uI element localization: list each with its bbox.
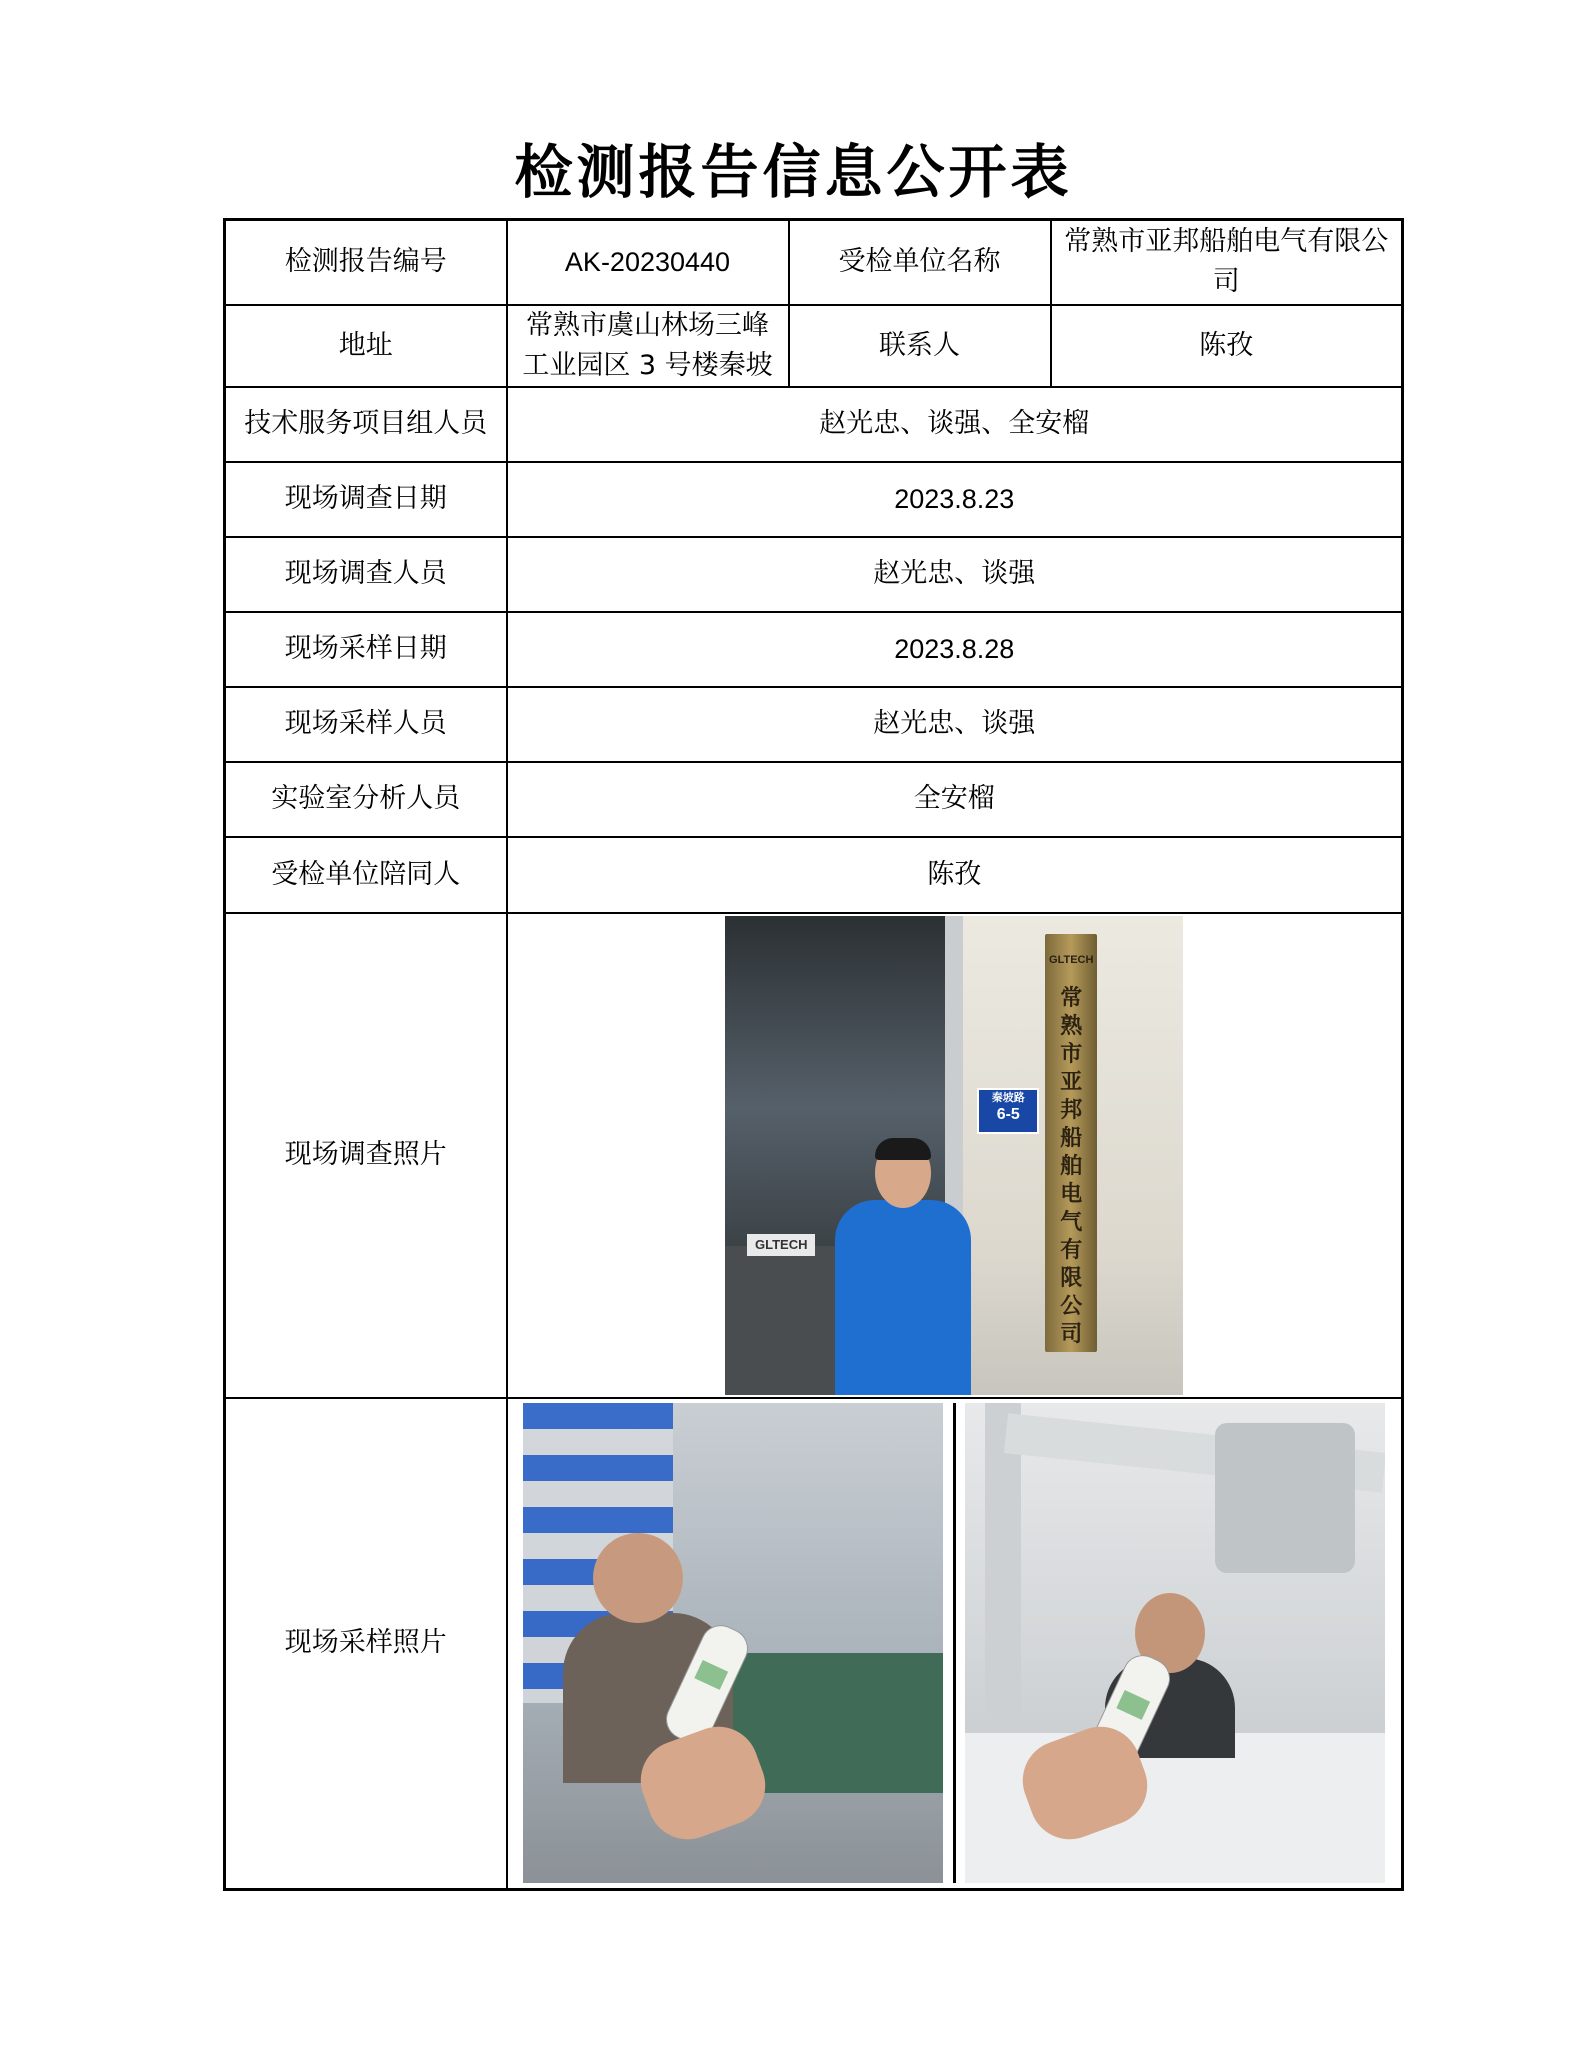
lab-staff-value: 全安榴 (507, 762, 1403, 837)
door-plate-street: 秦坡路 (991, 1091, 1025, 1104)
table-row (225, 305, 1403, 387)
table-row (225, 537, 1403, 612)
sampling-date-label: 现场采样日期 (225, 612, 507, 687)
escort-label: 受检单位陪同人 (225, 837, 507, 913)
table-row (225, 220, 1403, 305)
survey-photo (725, 916, 1183, 1395)
report-no-value: AK-20230440 (507, 220, 789, 305)
team-label: 技术服务项目组人员 (225, 387, 507, 462)
report-no-label: 检测报告编号 (225, 220, 507, 305)
table-row (225, 612, 1403, 687)
table-row (225, 687, 1403, 762)
sampling-photo-right (965, 1403, 1385, 1883)
sampling-photo-label: 现场采样照片 (225, 1398, 507, 1890)
table-row (225, 387, 1403, 462)
report-info-table (223, 218, 1404, 1891)
page-title: 检测报告信息公开表 (514, 138, 1073, 206)
door-plate (977, 1088, 1039, 1134)
team-value: 赵光忠、谈强、全安榴 (507, 387, 1403, 462)
photo-divider (953, 1403, 956, 1883)
survey-date-label: 现场调查日期 (225, 462, 507, 537)
client-name-value: 常熟市亚邦船舶电气有限公司 (1051, 220, 1403, 305)
lab-staff-label: 实验室分析人员 (225, 762, 507, 837)
survey-photo-cell (507, 913, 1403, 1398)
table-row (225, 762, 1403, 837)
table-row (225, 1398, 1403, 1890)
client-name-label: 受检单位名称 (789, 220, 1051, 305)
glass-logo: GLTECH (747, 1234, 815, 1256)
company-sign (1045, 934, 1097, 1352)
sampling-photo-left (523, 1403, 943, 1883)
person-figure (835, 1200, 971, 1395)
survey-staff-value: 赵光忠、谈强 (507, 537, 1403, 612)
sampling-staff-label: 现场采样人员 (225, 687, 507, 762)
sign-logo: GLTECH (1049, 953, 1094, 966)
contact-value: 陈孜 (1051, 305, 1403, 387)
sampling-date-value: 2023.8.28 (507, 612, 1403, 687)
address-label: 地址 (225, 305, 507, 387)
door-plate-number: 6-5 (996, 1105, 1020, 1123)
contact-label: 联系人 (789, 305, 1051, 387)
company-sign-text: 常熟市亚邦船舶电气有限公司 (1060, 984, 1083, 1347)
table-row (225, 913, 1403, 1398)
survey-date-value: 2023.8.23 (507, 462, 1403, 537)
address-value: 常熟市虞山林场三峰工业园区 3 号楼秦坡 (507, 305, 789, 387)
sampling-staff-value: 赵光忠、谈强 (507, 687, 1403, 762)
survey-staff-label: 现场调查人员 (225, 537, 507, 612)
table-row (225, 462, 1403, 537)
sampling-photo-cell (507, 1398, 1403, 1890)
escort-value: 陈孜 (507, 837, 1403, 913)
table-row (225, 837, 1403, 913)
survey-photo-label: 现场调查照片 (225, 913, 507, 1398)
